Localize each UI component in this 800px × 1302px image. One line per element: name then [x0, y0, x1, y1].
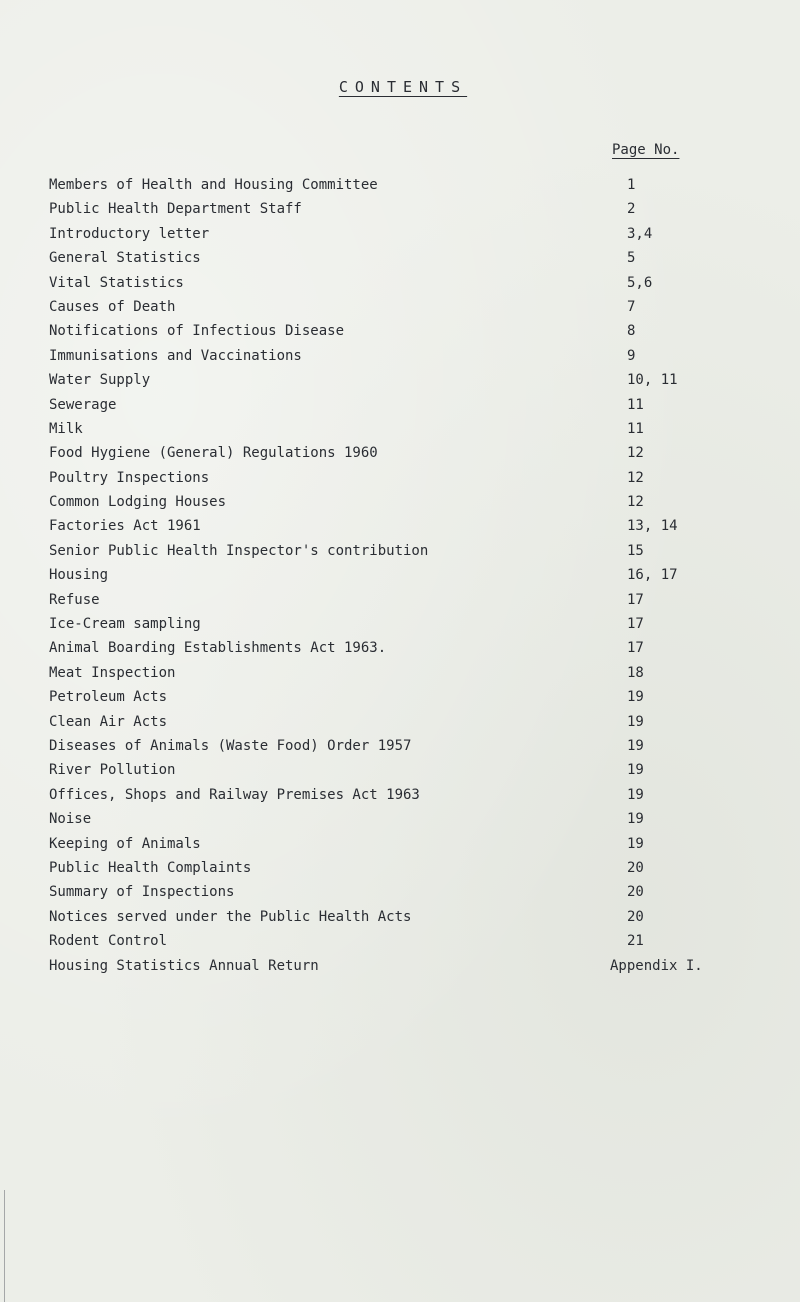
contents-entry — [0, 199, 800, 223]
entry-page: 11 — [627, 420, 644, 437]
entry-page: Appendix I. — [610, 957, 703, 974]
entry-page: 20 — [627, 859, 644, 876]
entry-title: Notifications of Infectious Disease — [49, 323, 345, 340]
entry-title: Milk — [49, 420, 83, 437]
entry-page: 21 — [627, 933, 644, 950]
contents-entry — [0, 443, 800, 467]
contents-entry — [0, 760, 800, 784]
contents-entry — [0, 541, 800, 565]
entry-page: 5 — [627, 250, 636, 267]
entry-title: Meat Inspection — [49, 664, 176, 681]
entry-page: 12 — [627, 494, 644, 511]
contents-entry — [0, 907, 800, 931]
entry-title: Vital Statistics — [49, 274, 184, 291]
contents-entry — [0, 516, 800, 540]
entry-page: 5,6 — [627, 274, 653, 291]
entry-title: Keeping of Animals — [49, 835, 201, 852]
contents-entry — [0, 419, 800, 443]
entry-title: Summary of Inspections — [49, 884, 235, 901]
contents-entry — [0, 175, 800, 199]
entry-page: 18 — [627, 664, 644, 681]
entry-page: 19 — [627, 689, 644, 706]
entry-page: 17 — [627, 640, 644, 657]
entry-page: 7 — [627, 298, 636, 315]
scan-edge-mark — [4, 1190, 5, 1302]
entry-title: General Statistics — [49, 250, 201, 267]
contents-entry — [0, 785, 800, 809]
contents-entry — [0, 834, 800, 858]
entry-title: Animal Boarding Establishments Act 1963. — [49, 640, 387, 657]
entry-page: 10, 11 — [627, 372, 678, 389]
entry-title: Poultry Inspections — [49, 469, 210, 486]
contents-entry — [0, 736, 800, 760]
entry-page: 19 — [627, 762, 644, 779]
entry-page: 3,4 — [627, 225, 653, 242]
entry-page: 11 — [627, 396, 644, 413]
page-number-column-header: Page No. — [612, 142, 680, 158]
entry-title: River Pollution — [49, 762, 176, 779]
entry-page: 19 — [627, 835, 644, 852]
entry-title: Clean Air Acts — [49, 713, 168, 730]
entry-title: Housing Statistics Annual Return — [49, 957, 319, 974]
entry-title: Petroleum Acts — [49, 689, 168, 706]
entry-title: Offices, Shops and Railway Premises Act 1963 — [49, 786, 420, 803]
entry-title: Senior Public Health Inspector's contribution — [49, 542, 429, 559]
contents-entry — [0, 321, 800, 345]
contents-entry — [0, 590, 800, 614]
contents-entry — [0, 687, 800, 711]
entry-title: Sewerage — [49, 396, 117, 413]
entry-title: Rodent Control — [49, 933, 168, 950]
entry-page: 12 — [627, 469, 644, 486]
page-title: CONTENTS — [338, 78, 468, 96]
contents-entry — [0, 638, 800, 662]
contents-entry — [0, 468, 800, 492]
contents-entry — [0, 395, 800, 419]
contents-entry — [0, 663, 800, 687]
entry-title: Common Lodging Houses — [49, 494, 227, 511]
entry-title: Immunisations and Vaccinations — [49, 347, 302, 364]
entry-title: Food Hygiene (General) Regulations 1960 — [49, 445, 378, 462]
contents-entry — [0, 346, 800, 370]
contents-entry — [0, 712, 800, 736]
contents-entry — [0, 224, 800, 248]
entry-page: 19 — [627, 811, 644, 828]
contents-entry — [0, 858, 800, 882]
entry-title: Causes of Death — [49, 298, 176, 315]
entry-title: Refuse — [49, 591, 100, 608]
entry-page: 15 — [627, 542, 644, 559]
entry-page: 19 — [627, 737, 644, 754]
entry-page: 20 — [627, 884, 644, 901]
contents-entry — [0, 273, 800, 297]
contents-entry — [0, 956, 800, 980]
entry-title: Members of Health and Housing Committee — [49, 177, 378, 193]
entry-page: 19 — [627, 713, 644, 730]
entry-title: Public Health Complaints — [49, 859, 252, 876]
entry-title: Diseases of Animals (Waste Food) Order 1957 — [49, 737, 412, 754]
entry-page: 17 — [627, 616, 644, 633]
contents-entry — [0, 809, 800, 833]
entry-page: 17 — [627, 591, 644, 608]
contents-list — [0, 175, 800, 980]
entry-page: 16, 17 — [627, 567, 678, 584]
entry-title: Water Supply — [49, 372, 151, 389]
entry-page: 9 — [627, 347, 636, 364]
entry-page: 1 — [627, 177, 636, 193]
entry-title: Introductory letter — [49, 225, 210, 242]
contents-entry — [0, 492, 800, 516]
entry-page: 19 — [627, 786, 644, 803]
entry-page: 2 — [627, 201, 636, 218]
entry-title: Notices served under the Public Health Acts — [49, 908, 412, 925]
contents-entry — [0, 931, 800, 955]
entry-title: Noise — [49, 811, 92, 828]
entry-title: Housing — [49, 567, 109, 584]
entry-page: 8 — [627, 323, 636, 340]
entry-page: 20 — [627, 908, 644, 925]
entry-title: Factories Act 1961 — [49, 518, 201, 535]
contents-entry — [0, 297, 800, 321]
contents-entry — [0, 614, 800, 638]
contents-entry — [0, 565, 800, 589]
entry-title: Ice-Cream sampling — [49, 616, 201, 633]
contents-entry — [0, 882, 800, 906]
entry-title: Public Health Department Staff — [49, 201, 302, 218]
contents-entry — [0, 370, 800, 394]
entry-page: 13, 14 — [627, 518, 678, 535]
entry-page: 12 — [627, 445, 644, 462]
contents-entry — [0, 248, 800, 272]
